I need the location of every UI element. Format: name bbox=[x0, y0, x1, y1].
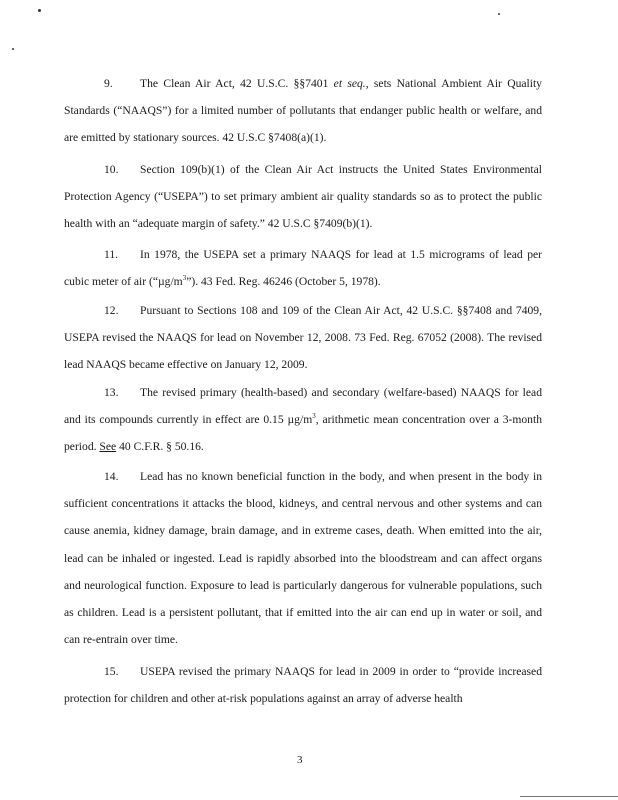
paragraph-number: 15. bbox=[104, 665, 119, 678]
paragraph-14 bbox=[64, 463, 542, 653]
paragraph-11 bbox=[64, 241, 542, 295]
paragraph-text: ”). 43 Fed. Reg. 46246 (October 5, 1978). bbox=[186, 275, 381, 289]
paragraph-text: , sets National Ambient Air Quality Standards (“NAAQS”) for a limited number of pollutants that endanger public health or welfare, and are emitted by stationary sources. 42 U.S.C §7408(a)(1). bbox=[64, 77, 542, 145]
superscript: 3 bbox=[182, 274, 187, 283]
paragraph-number: 9. bbox=[104, 77, 113, 90]
paragraph-12 bbox=[64, 297, 542, 379]
scan-speck bbox=[12, 48, 14, 50]
paragraph-10 bbox=[64, 156, 542, 238]
page-number: 3 bbox=[297, 754, 303, 766]
paragraph-text: The Clean Air Act, 42 U.S.C. §§7401 bbox=[140, 77, 334, 90]
paragraph-text: 40 C.F.R. § 50.16. bbox=[116, 440, 204, 454]
paragraph-text: In 1978, the USEPA set a primary NAAQS for lead at 1.5 micrograms of lead per cubic meter of air (“µg/m bbox=[64, 248, 542, 289]
superscript: 3 bbox=[312, 412, 316, 421]
paragraph-text: Pursuant to Sections 108 and 109 of the Clean Air Act, 42 U.S.C. §§7408 and 7409, USEPA revised the NAAQS for lead on November 12, 2008. 73 Fed. Reg. 67052 (2008). The revised lead NAAQS became effective on January 12, 2009. bbox=[64, 304, 542, 372]
paragraph-text: , arithmetic mean concentration over a 3-month period. bbox=[64, 413, 542, 454]
scan-edge-line bbox=[520, 796, 618, 797]
paragraph-text: Section 109(b)(1) of the Clean Air Act instructs the United States Environmental Protection Agency (“USEPA”) to set primary ambient air quality standards so as to protect the public health with an “adequate margin of safety.” 42 U.S.C §7409(b)(1). bbox=[64, 163, 542, 231]
paragraph-text: Lead has no known beneficial function in the body, and when present in the body in sufficient concentrations it attacks the blood, kidneys, and central nervous and other systems and can cause anemia, kidney damage, brain damage, and in extreme cases, death. When emitted into the air, lead can be inhaled or ingested. Lead is rapidly absorbed into the bloodstream and can affect organs and neurological function. Exposure to lead is particularly dangerous for vulnerable populations, such as children. Lead is a persistent pollutant, that if emitted into the air can end up in water or soil, and can re-entrain over time. bbox=[64, 470, 542, 647]
paragraph-text: The revised primary (health-based) and secondary (welfare-based) NAAQS for lead and its compounds currently in effect are 0.15 µg/m bbox=[64, 386, 542, 427]
paragraph-13 bbox=[64, 379, 542, 461]
citation-signal: See bbox=[99, 440, 117, 454]
scan-speck bbox=[498, 13, 500, 15]
paragraph-15 bbox=[64, 658, 542, 712]
paragraph-number: 14. bbox=[104, 470, 119, 483]
paragraph-number: 10. bbox=[104, 163, 119, 176]
scan-speck bbox=[38, 9, 41, 12]
paragraph-text: USEPA revised the primary NAAQS for lead in 2009 in order to “provide increased protection for children and other at-risk populations against an array of adverse health bbox=[64, 665, 542, 706]
paragraph-number: 13. bbox=[104, 386, 119, 399]
paragraph-number: 11. bbox=[104, 248, 119, 261]
paragraph-number: 12. bbox=[104, 304, 119, 317]
paragraph-9 bbox=[64, 70, 542, 152]
paragraph-text-italic: et seq. bbox=[333, 77, 366, 90]
